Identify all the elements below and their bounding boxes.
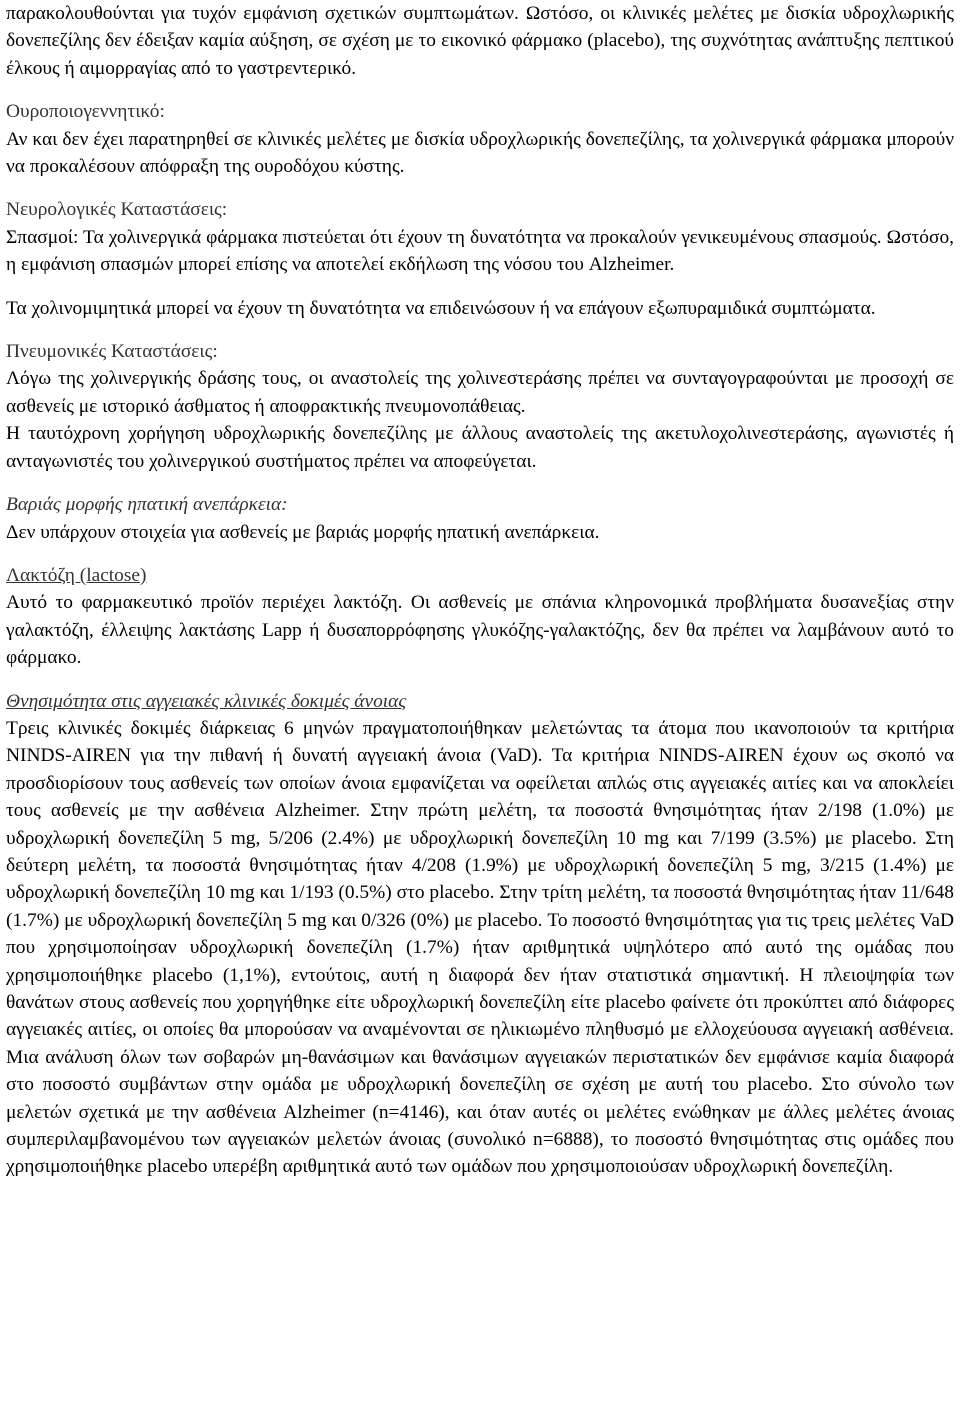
section-paragraph: Τα χολινομιμητικά μπορεί να έχουν τη δυνατότητα να επιδεινώσουν ή να επάγουν εξωπυραμιδικά συμπτώματα. (6, 297, 876, 319)
section-heading-urogenital: Ουροποιογεννητικό: (6, 101, 165, 123)
section-heading-pulmonary: Πνευμονικές Καταστάσεις: (6, 341, 218, 363)
intro-paragraph: παρακολουθούνται για τυχόν εμφάνιση σχετικών συμπτωμάτων. Ωστόσο, οι κλινικές μελέτες με δισκία υδροχλωρικής δονεπεζίλης δεν έδειξαν καμία αύξηση, σε σχέση με το εικονικό φάρμακο (placebo), της συχνότητας ανάπτυξης πεπτικού έλκους ή αιμορραγίας από το γαστρεντερικό. (6, 3, 954, 79)
spacer (6, 546, 954, 562)
spacer (6, 279, 954, 295)
section-heading-hepatic: Βαριάς μορφής ηπατική ανεπάρκεια: (6, 494, 288, 516)
section-paragraph: Η ταυτόχρονη χορήγηση υδροχλωρικής δονεπεζίλης με άλλους αναστολείς της ακετυλοχολινεστεράσης, αγωνιστές ή ανταγωνιστές του χολινεργικού συστήματος πρέπει να αποφεύγεται. (6, 423, 954, 472)
section-heading-lactose: Λακτόζη (lactose) (6, 564, 147, 586)
spacer (6, 672, 954, 688)
section-paragraph: Λόγω της χολινεργικής δράσης τους, οι αναστολείς της χολινεστεράσης πρέπει να συνταγογραφούνται με προσοχή σε ασθενείς με ιστορικό άσθματος ή αποφρακτικής πνευμονοπάθειας. (6, 368, 954, 417)
spacer (6, 180, 954, 196)
spacer (6, 322, 954, 338)
section-paragraph: Δεν υπάρχουν στοιχεία για ασθενείς με βαριάς μορφής ηπατική ανεπάρκεια. (6, 521, 600, 543)
section-heading-neurological: Νευρολογικές Καταστάσεις: (6, 199, 228, 221)
spacer (6, 475, 954, 491)
section-heading-mortality: Θνησιμότητα στις αγγειακές κλινικές δοκιμές άνοιας (6, 690, 407, 712)
section-paragraph: Αν και δεν έχει παρατηρηθεί σε κλινικές μελέτες με δισκία υδροχλωρικής δονεπεζίλης, τα χολινεργικά φάρμακα μπορούν να προκαλέσουν απόφραξη της ουροδόχου κύστης. (6, 128, 954, 178)
spacer (6, 82, 954, 98)
section-paragraph: Τρεις κλινικές δοκιμές διάρκειας 6 μηνών πραγματοποιήθηκαν μελετώντας τα άτομα που ικανοποιούν τα κριτήρια NINDS-AIREN για την πιθανή ή δυνατή αγγειακή άνοια (VaD). Τα κριτήρια NINDS-AIREN έχουν ως σκοπό να προσδιορίσουν τους ασθενείς των οποίων άνοια εμφανίζεται να οφείλεται απλώς στις αγγειακές αιτίες και να αποκλείει τους ασθενείς με την ασθένεια Alzheimer. Στην πρώτη μελέτη, τα ποσοστά θνησιμότητας ήταν 2/198 (1.0%) με υδροχλωρική δονεπεζίλη 5 mg, 5/206 (2.4%) με υδροχλωρική δονεπεζίλη 10 mg και 7/199 (3.5%) με placebo. Στη δεύτερη μελέτη, τα ποσοστά θνησιμότητας ήταν 4/208 (1.9%) με υδροχλωρική δονεπεζίλη 5 mg, 3/215 (1.4%) με υδροχλωρική δονεπεζίλη 10 mg και 1/193 (0.5%) στο placebo. Στην τρίτη μελέτη, τα ποσοστά θνησιμότητας ήταν 11/648 (1.7%) με υδροχλωρική δονεπεζίλη 5 mg και 0/326 (0%) με placebo. Το ποσοστό θνησιμότητας για τις τρεις μελέτες VaD που χρησιμοποίησαν υδροχλωρική δονεπεζίλη (1.7%) ήταν αριθμητικά υψηλότερο από αυτό της ομάδας που χρησιμοποιήθηκε placebo (1,1%), εντούτοις, αυτή η διαφορά δεν ήταν στατιστικά σημαντική. Η πλειοψηφία των θανάτων στους ασθενείς που χορηγήθηκε είτε υδροχλωρική δονεπεζίλη είτε placebo φαίνετε ότι προκύπτει από διάφορες αγγειακές αιτίες, οι οποίες θα μπορούσαν να αναμένονται σε ηλικιωμένο πληθυσμό με ελλοχεύουσα αγγειακή ασθένεια. Μια ανάλυση όλων των σοβαρών μη-θανάσιμων και θανάσιμων αγγειακών περιστατικών δεν εμφάνισε καμία διαφορά στο ποσοστό συμβάντων στην ομάδα με υδροχλωρική δονεπεζίλη σε σχέση με αυτή του placebo. Στο σύνολο των μελετών σχετικά με την ασθένεια Alzheimer (n=4146), και όταν αυτές οι μελέτες ενώθηκαν με άλλες μελέτες άνοιας συμπεριλαμβανομένου των αγγειακών μελετών άνοιας (συνολικό n=6888), το ποσοστό θνησιμότητας στις ομάδες που χρησιμοποιήθηκε placebo υπερέβη αριθμητικά αυτό των ομάδων που χρησιμοποιούσαν υδροχλωρική δονεπεζίλη. (6, 717, 954, 1178)
section-paragraph: Αυτό το φαρμακευτικό προϊόν περιέχει λακτόζη. Οι ασθενείς με σπάνια κληρονομικά προβλήματα δυσανεξίας στην γαλακτόζη, έλλειψης λακτάσης Lapp ή δυσαπορρόφησης γλυκόζης-γαλακτόζης, δεν θα πρέπει να λαμβάνουν αυτό το φάρμακο. (6, 592, 954, 669)
section-paragraph: Σπασμοί: Τα χολινεργικά φάρμακα πιστεύεται ότι έχουν τη δυνατότητα να προκαλούν γενικευμένους σπασμούς. Ωστόσο, η εμφάνιση σπασμών μπορεί επίσης να αποτελεί εκδήλωση της νόσου του Alzheimer. (6, 226, 954, 276)
